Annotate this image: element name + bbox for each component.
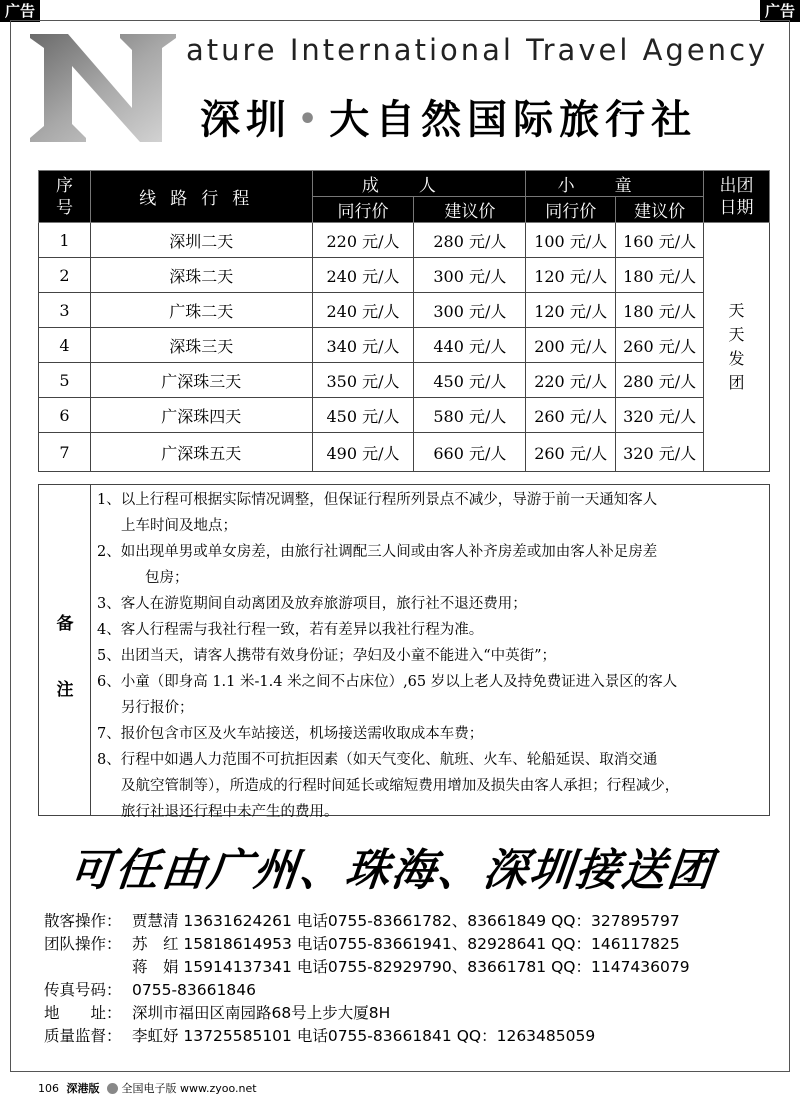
- row-route: 深珠三天: [90, 328, 312, 363]
- row-child-peer: 120 元/人: [526, 258, 616, 293]
- note-item: [97, 539, 761, 591]
- page-number: 106: [38, 1082, 59, 1095]
- table-row: [39, 433, 770, 472]
- note-item: [97, 747, 761, 825]
- header-depart-2: 日期: [719, 197, 754, 218]
- contact-label: [44, 956, 132, 979]
- row-no: 6: [39, 398, 91, 433]
- row-no: 7: [39, 433, 91, 472]
- contact-row: [44, 910, 690, 933]
- header-index-2: 号: [55, 197, 73, 218]
- note-line: 6、小童（即身高 1.1 米-1.4 米之间不占床位）,65 岁以上老人及持免费证进入景区的客人: [97, 674, 678, 690]
- note-line-cont: 旅行社退还行程中未产生的费用。: [121, 804, 339, 820]
- depart-char-3: 发: [728, 349, 745, 368]
- contact-label: 质量监督：: [44, 1027, 122, 1045]
- note-line-cont: 包房；: [145, 570, 189, 586]
- row-adult-peer: 220 元/人: [312, 223, 414, 258]
- note-item: [97, 643, 761, 669]
- row-adult-peer: 240 元/人: [312, 258, 414, 293]
- note-item: [97, 617, 761, 643]
- note-line: 2、如出现单男或单女房差，由旅行社调配三人间或由客人补齐房差或加由客人补足房差: [97, 544, 658, 560]
- header-depart-1: 出团: [719, 175, 754, 196]
- ad-tag-left: 广告: [0, 0, 40, 22]
- header-adult-peer: 同行价: [312, 197, 414, 223]
- site-url: 全国电子版 www.zyoo.net: [121, 1082, 257, 1095]
- row-adult-suggested: 580 元/人: [414, 398, 526, 433]
- note-line: 3、客人在游览期间自动离团及放弃旅游项目，旅行社不退还费用；: [97, 596, 527, 612]
- row-route: 深圳二天: [90, 223, 312, 258]
- contact-value: 李虹妤 13725585101 电话0755-83661841 QQ：1263485059: [132, 1027, 596, 1045]
- brand-dot: •: [298, 102, 324, 137]
- agency-n-logo: [28, 30, 178, 145]
- header-adult-suggested: 建议价: [414, 197, 526, 223]
- header-adult: 成人: [312, 171, 526, 197]
- contact-value: 深圳市福田区南园路68号上步大厦8H: [132, 1004, 391, 1022]
- contact-row: [44, 956, 690, 979]
- notes-label-1: 备: [56, 614, 74, 634]
- row-adult-suggested: 660 元/人: [414, 433, 526, 472]
- note-line: 1、以上行程可根据实际情况调整，但保证行程所列景点不减少，导游于前一天通知客人: [97, 492, 658, 508]
- header-index: [39, 171, 91, 223]
- note-line-cont: 上车时间及地点；: [121, 518, 237, 534]
- header-child: 小童: [526, 171, 704, 197]
- contact-label: 散客操作：: [44, 912, 122, 930]
- contact-value: 0755-83661846: [132, 981, 256, 999]
- row-child-peer: 120 元/人: [526, 293, 616, 328]
- price-table: [38, 170, 770, 472]
- row-adult-peer: 490 元/人: [312, 433, 414, 472]
- note-line: 7、报价包含市区及火车站接送，机场接送需收取成本车费；: [97, 726, 484, 742]
- row-adult-suggested: 440 元/人: [414, 328, 526, 363]
- row-adult-peer: 450 元/人: [312, 398, 414, 433]
- brand-agency: 大自然国际旅行社: [329, 97, 698, 143]
- brand-city: 深圳: [200, 97, 292, 143]
- row-adult-peer: 350 元/人: [312, 363, 414, 398]
- row-adult-suggested: 280 元/人: [414, 223, 526, 258]
- row-adult-suggested: 300 元/人: [414, 293, 526, 328]
- table-row: [39, 398, 770, 433]
- row-no: 5: [39, 363, 91, 398]
- row-child-suggested: 320 元/人: [616, 433, 704, 472]
- contact-label: 传真号码：: [44, 981, 122, 999]
- row-no: 2: [39, 258, 91, 293]
- header-index-1: 序: [55, 175, 73, 196]
- row-child-suggested: 260 元/人: [616, 328, 704, 363]
- site-icon: [107, 1083, 118, 1094]
- note-item: [97, 721, 761, 747]
- row-child-suggested: 160 元/人: [616, 223, 704, 258]
- row-route: 广深珠四天: [90, 398, 312, 433]
- slogan: 可任由广州、珠海、深圳接送团: [66, 845, 717, 896]
- note-line-cont: 另行报价；: [121, 700, 194, 716]
- row-child-suggested: 180 元/人: [616, 258, 704, 293]
- row-child-peer: 200 元/人: [526, 328, 616, 363]
- contact-value: 苏 红 15818614953 电话0755-83661941、82928641 QQ：146117825: [132, 935, 680, 953]
- note-line: 4、客人行程需与我社行程一致，若有差异以我社行程为准。: [97, 622, 484, 638]
- table-row: [39, 293, 770, 328]
- row-route: 广深珠五天: [90, 433, 312, 472]
- row-child-suggested: 320 元/人: [616, 398, 704, 433]
- row-route: 广深珠三天: [90, 363, 312, 398]
- note-item: [97, 591, 761, 617]
- brand-english-name: ature International Travel Agency: [186, 33, 769, 67]
- note-line: 5、出团当天，请客人携带有效身份证；孕妇及小童不能进入“中英街”；: [97, 648, 557, 664]
- row-adult-suggested: 300 元/人: [414, 258, 526, 293]
- header-depart: [704, 171, 770, 223]
- row-adult-peer: 240 元/人: [312, 293, 414, 328]
- note-item: [97, 487, 761, 539]
- header-child-peer: 同行价: [526, 197, 616, 223]
- row-route: 广珠二天: [90, 293, 312, 328]
- contact-label: 地 址：: [44, 1004, 122, 1022]
- row-child-peer: 220 元/人: [526, 363, 616, 398]
- row-adult-peer: 340 元/人: [312, 328, 414, 363]
- row-no: 3: [39, 293, 91, 328]
- note-line: 8、行程中如遇人力范围不可抗拒因素（如天气变化、航班、火车、轮船延误、取消交通: [97, 752, 658, 768]
- contact-row: [44, 1002, 690, 1025]
- notes-body: [97, 487, 761, 825]
- ad-tag-right: 广告: [760, 0, 800, 22]
- row-route: 深珠二天: [90, 258, 312, 293]
- table-row: [39, 223, 770, 258]
- depart-daily: [704, 223, 770, 472]
- row-child-peer: 100 元/人: [526, 223, 616, 258]
- contact-value: 蒋 娟 15914137341 电话0755-82929790、83661781 QQ：1147436079: [132, 958, 690, 976]
- row-child-peer: 260 元/人: [526, 398, 616, 433]
- header-route: 线路行程: [90, 171, 312, 223]
- depart-char-1: 天: [728, 301, 745, 320]
- note-line-cont: 及航空管制等），所造成的行程时间延长或缩短费用增加及损失由客人承担；行程减少，: [121, 778, 680, 794]
- notes-label: [39, 485, 91, 815]
- table-row: [39, 363, 770, 398]
- header-child-suggested: 建议价: [616, 197, 704, 223]
- contact-value: 贾慧清 13631624261 电话0755-83661782、83661849 QQ：327895797: [132, 912, 680, 930]
- contact-row: [44, 933, 690, 956]
- contact-block: [44, 910, 690, 1048]
- table-row: [39, 328, 770, 363]
- contact-label: 团队操作：: [44, 935, 122, 953]
- row-child-suggested: 280 元/人: [616, 363, 704, 398]
- row-adult-suggested: 450 元/人: [414, 363, 526, 398]
- row-no: 4: [39, 328, 91, 363]
- edition-label: 深港版: [66, 1082, 100, 1095]
- notes-label-2: 注: [56, 680, 74, 700]
- table-row: [39, 258, 770, 293]
- note-item: [97, 669, 761, 721]
- row-no: 1: [39, 223, 91, 258]
- depart-char-4: 团: [728, 373, 745, 392]
- depart-char-2: 天: [728, 325, 745, 344]
- brand-chinese-name: [200, 88, 697, 145]
- page-footer: [38, 1080, 257, 1096]
- row-child-suggested: 180 元/人: [616, 293, 704, 328]
- contact-row: [44, 1025, 690, 1048]
- row-child-peer: 260 元/人: [526, 433, 616, 472]
- notes-box: [38, 484, 770, 820]
- contact-row: [44, 979, 690, 1002]
